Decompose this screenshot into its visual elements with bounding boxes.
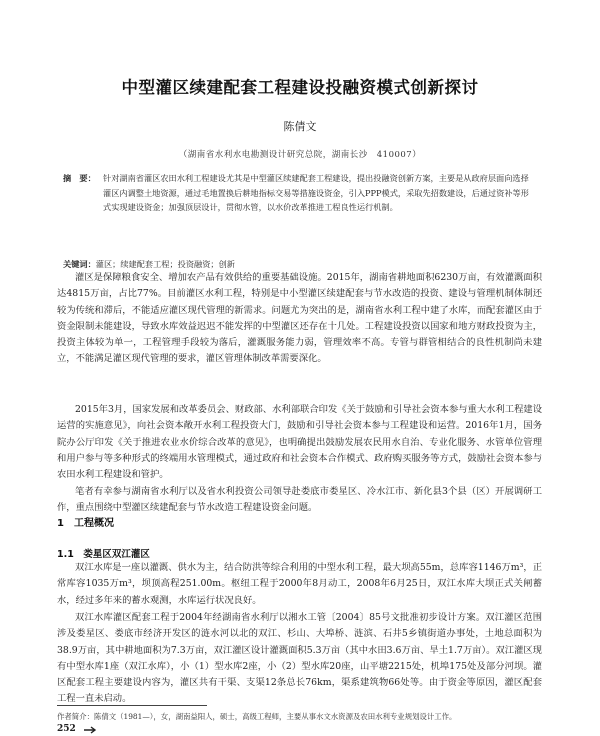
- page-number: 252: [57, 724, 76, 734]
- body-paragraph: 双江水库灌区配套工程于2004年经湖南省水利厅以湘水工管〔2004〕85号文批准初步设计方案。双江灌区范围涉及娄星区、娄底市经济开发区的涟水河以北的双江、杉山、大埠桥、涟滨、石井5乡镇街道办事处，土地总面积为38.9万亩，其中耕地面积为7.3万亩，双江灌区设计灌溉面积5.3万亩（其中水田3.6万亩、旱土1.7万亩）。双江灌区现有中型水库1座（双江水库），小（1）型水库2座，小（2）型水库20座，山平塘2215处，机埠175处及部分河坝。灌区配套工程主要建设内容为，灌区共有干渠、支渠12条总长76km，渠系建筑物66处等。由于资金等原因，灌区配套工程一直未启动。: [57, 612, 542, 705]
- body-paragraph: 笔者有幸参与湖南省水利厅以及省水利投资公司领导赴娄底市娄星区、冷水江市、新化县3个县（区）开展调研工作，重点围绕中型灌区续建配套与节水改造工程建设资金问题。: [57, 486, 542, 514]
- keywords-text: 灌区；续建配套工程；投资融资；创新: [95, 259, 235, 269]
- abstract: [63, 171, 530, 215]
- keywords-label: 关键词：: [63, 259, 96, 269]
- section-heading: 1 工程概况: [57, 518, 114, 529]
- paper-title: 中型灌区续建配套工程建设投融资模式创新探讨: [121, 78, 479, 97]
- footnote-rule: [57, 705, 207, 706]
- keywords: [63, 258, 530, 270]
- subsection-heading: 1.1 娄星区双江灌区: [57, 549, 150, 560]
- author-name: 陈倩文: [283, 120, 317, 133]
- abstract-label: 摘 要：: [63, 173, 96, 183]
- body-paragraph: 灌区是保障粮食安全、增加农产品有效供给的重要基础设施。2015年，湖南省耕地面积6230万亩，有效灌溉面积达4815万亩，占比77%。目前灌区水利工程，特别是中小型灌区续建配套与节水改造的投资、建设与管理机制体制还较为传统和滞后，不能适应灌区现代管理的新需求。问题尤为突出的是，湖南省水利工程中建了水库，而配套灌区由于资金限制未能建设，导致水库效益迟迟不能发挥的中型灌区还存在十几处。工程建设投资以国家和地方财政投资为主，投资主体较为单一，工程管理手段较为落后，灌溉服务能力弱，管理效率不高。专管与群管相结合的良性机制尚未建立，不能满足灌区现代管理的要求，灌区管理体制改革需要深化。: [57, 272, 542, 365]
- body-paragraph: 双江水库是一座以灌溉、供水为主，结合防洪等综合利用的中型水利工程，最大坝高55m，总库容1146万m³，正常库容1035万m³，坝顶高程251.00m。枢纽工程于2000年8月动工，2008年6月25日，双江水库大坝正式关闸蓄水，经过多年来的蓄水观测，水库运行状况良好。: [57, 562, 542, 606]
- arrow-right-icon: [84, 726, 98, 734]
- body-paragraph: 2015年3月，国家发展和改革委员会、财政部、水利部联合印发《关于鼓励和引导社会资本参与重大水利工程建设运营的实施意见》，向社会资本敞开水利工程投资大门，鼓励和引导社会资本参与工程建设和运营。2016年1月，国务院办公厅印发《关于推进农业水价综合改革的意见》，也明确提出鼓励发展农民用水自治、专业化服务、水管单位管理和用户参与等多种形式的终端用水管理模式，通过政府和社会资本合作模式、政府购买服务等方式，鼓励社会资本参与农田水利工程建设和管护。: [57, 404, 542, 481]
- abstract-text: 针对湖南省灌区农田水利工程建设尤其是中型灌区续建配套工程建设，提出投融资创新方案，主要是从政府层面向选择灌区内调整土地资源，通过毛地置换后耕地指标交易等措施设资金，引入PPP模式，采取先招数建设，后通过资补等形式实现建设资金；加强顶层设计，贯彻水管，以水价改革推进工程良性运行机制。: [103, 173, 529, 213]
- author-affiliation: （湖南省水利水电勘测设计研究总院，湖南长沙 410007）: [178, 150, 422, 160]
- author-footnote: 作者简介：陈倩文（1981—），女，湖南益阳人，硕士，高级工程师，主要从事水文水资源及农田水利专业规划设计工作。: [57, 712, 457, 721]
